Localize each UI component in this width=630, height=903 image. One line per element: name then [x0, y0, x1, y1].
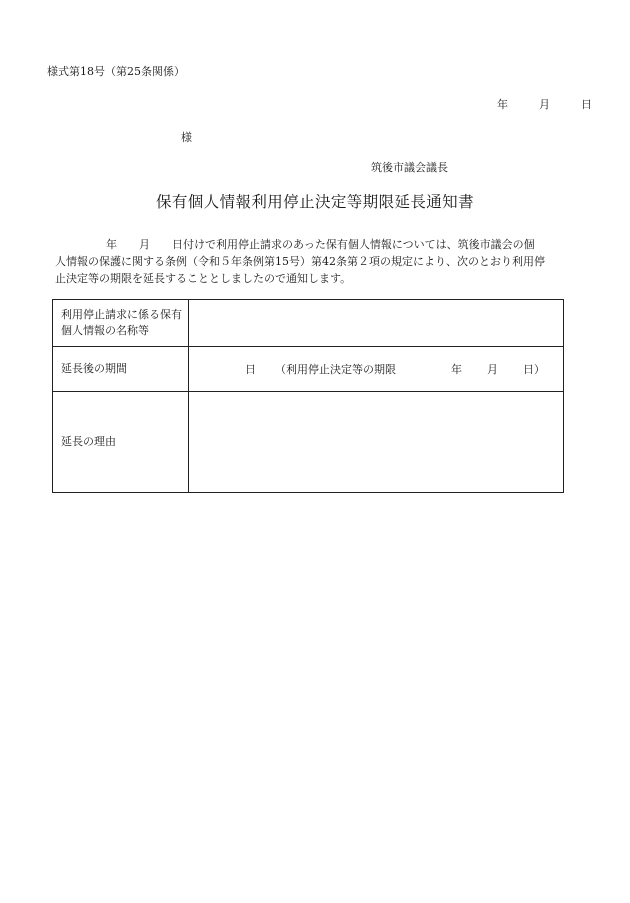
- period-day-close: 日）: [523, 363, 545, 376]
- body-line-1: 年 月 日付けで利用停止請求のあった保有個人情報については、筑後市議会の個: [106, 238, 535, 251]
- table-row: [53, 392, 564, 493]
- period-month: 月: [487, 363, 498, 376]
- period-year: 年: [451, 363, 462, 376]
- date-year: 年: [497, 98, 508, 111]
- sender-name: 筑後市議会議長: [371, 161, 448, 174]
- issue-date: [497, 96, 592, 112]
- date-month: 月: [539, 98, 550, 111]
- body-line-2: 人情報の保護に関する条例（令和５年条例第15号）第42条第２項の規定により、次のとおり利用停: [55, 255, 545, 268]
- extended-period-value[interactable]: [189, 347, 564, 392]
- recipient-honorific: 様: [181, 131, 192, 144]
- extension-reason-value[interactable]: [189, 392, 564, 493]
- date-day: 日: [581, 98, 592, 111]
- info-name-label: 利用停止請求に係る保有個人情報の名称等: [53, 300, 189, 347]
- document-title: 保有個人情報利用停止決定等期限延長通知書: [155, 193, 474, 211]
- info-name-value[interactable]: [189, 300, 564, 347]
- body-line-3: 止決定等の期限を延長することとしましたので通知します。: [55, 272, 352, 285]
- extension-details-table: [52, 299, 564, 493]
- table-row: [53, 347, 564, 392]
- form-number: 様式第18号（第25条関係）: [47, 65, 185, 78]
- period-day: 日: [245, 363, 256, 376]
- table-row: [53, 300, 564, 347]
- extended-period-label: 延長後の期間: [53, 347, 189, 392]
- extension-reason-label: 延長の理由: [53, 392, 189, 493]
- period-deadline-label: （利用停止決定等の期限: [275, 363, 396, 376]
- notice-body: [55, 236, 583, 287]
